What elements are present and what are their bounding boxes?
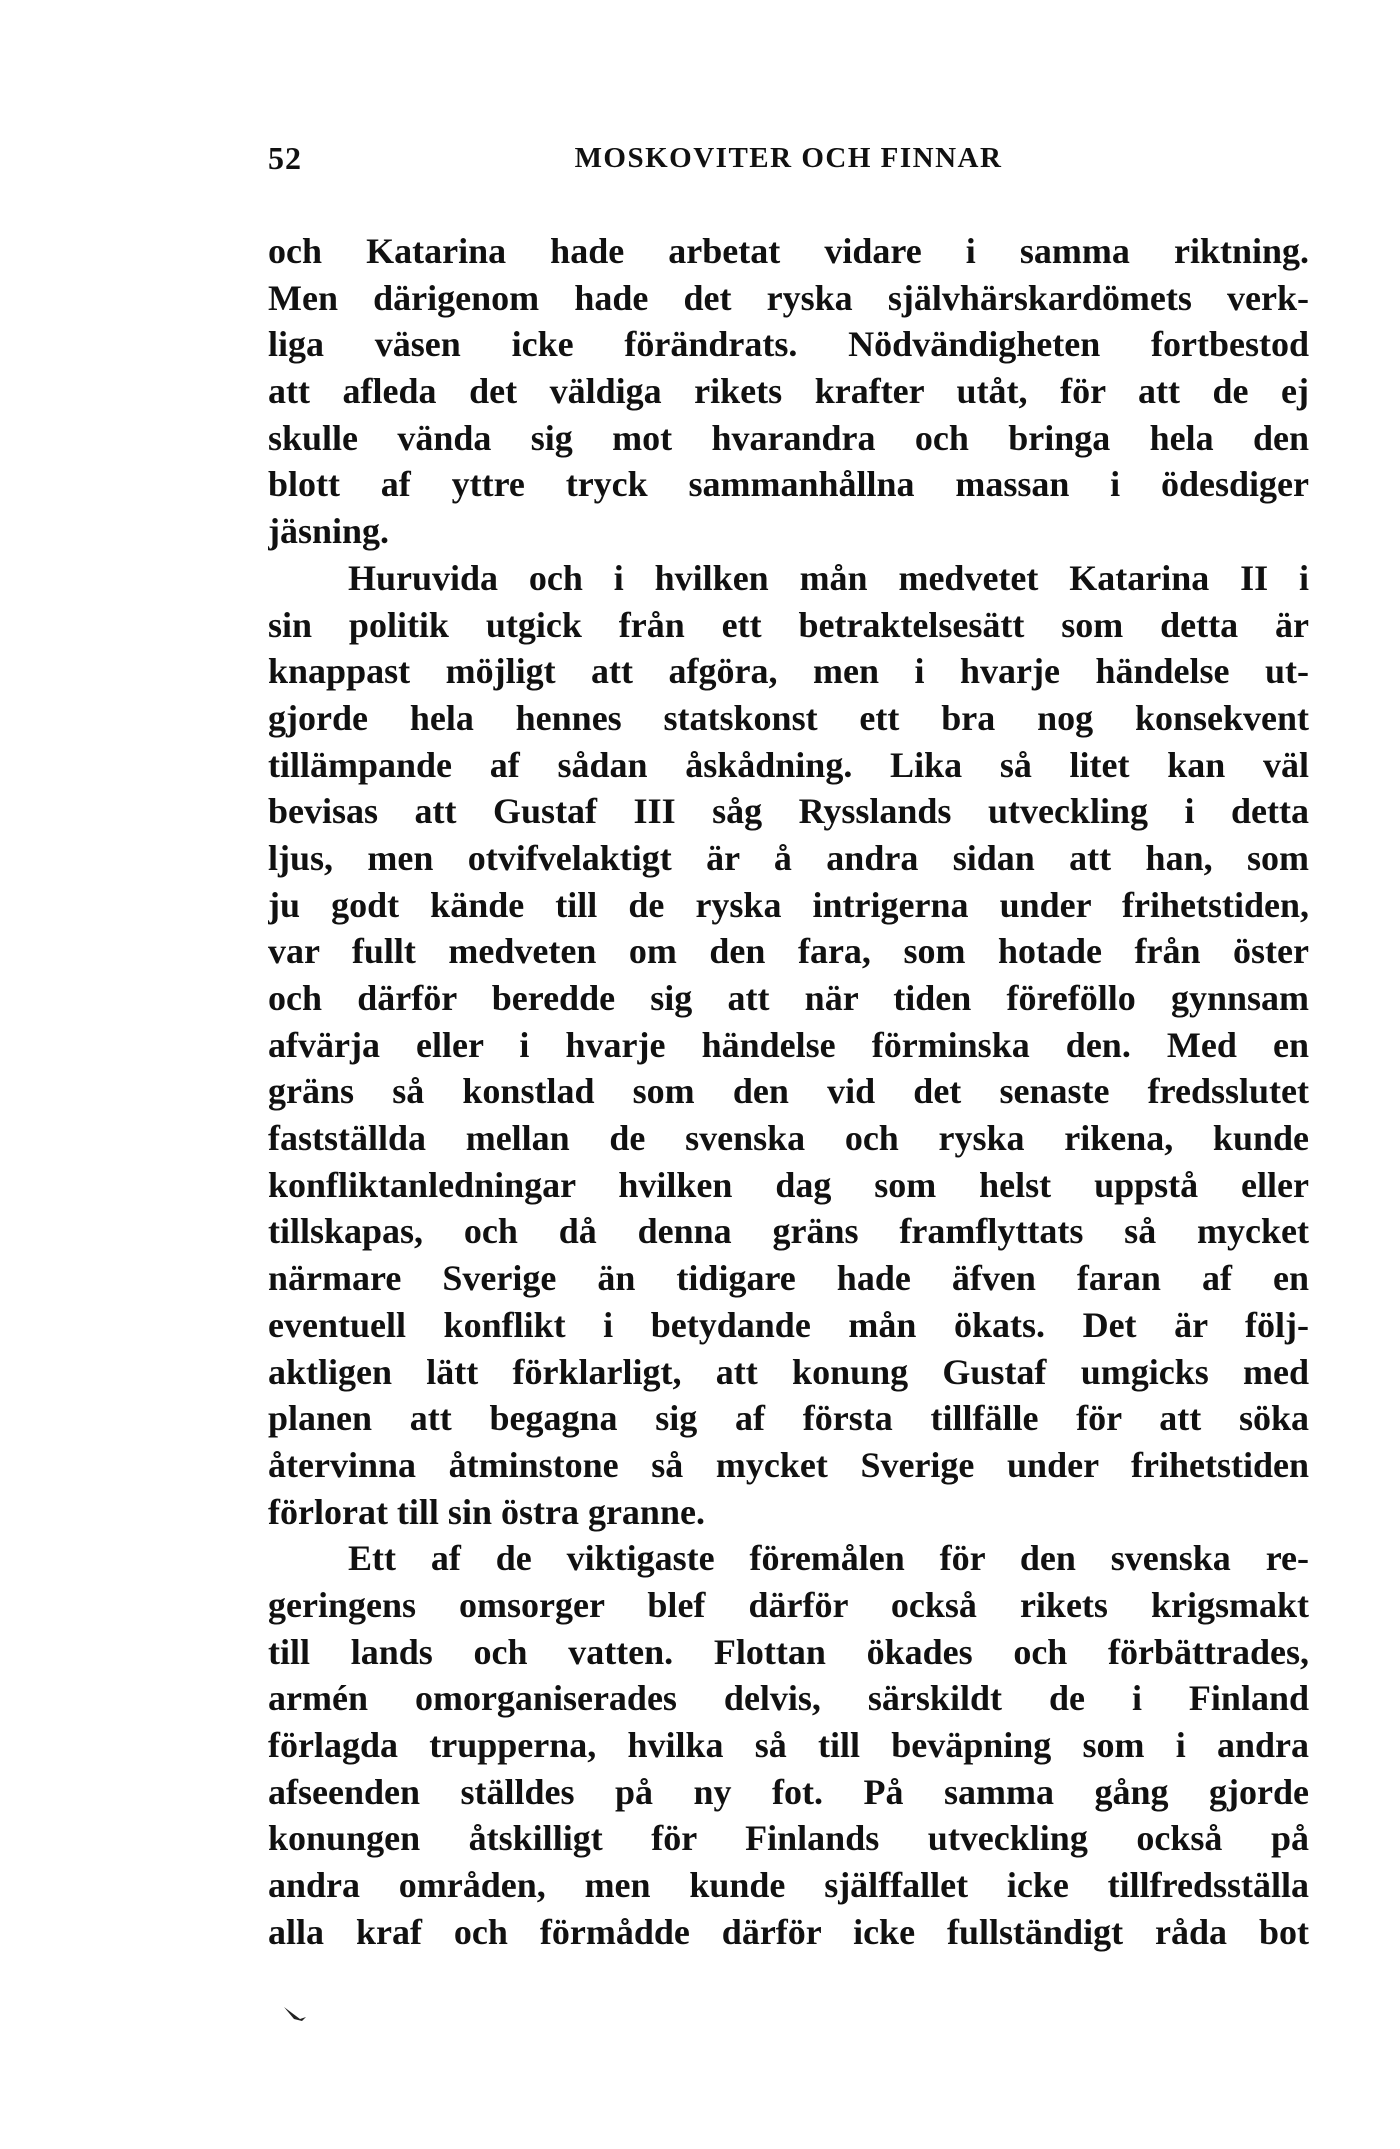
text-line: ljus, men otvifvelaktigt är å andra sidan att han, som [268,837,1309,878]
text-line: och därför beredde sig att när tiden föreföllo gynnsam [268,978,1309,1018]
text-line: återvinna åtminstone så mycket Sverige under frihetstiden [268,1444,1309,1485]
text-line: liga väsen icke förändrats. Nödvändigheten fortbestod [268,324,1309,365]
text-line: aktligen lätt förklarligt, att konung Gustaf umgicks med [268,1351,1309,1392]
text-line: Men därigenom hade det ryska självhärskardömets verk- [268,277,1309,318]
text-line: ju godt kände till de ryska intrigerna under frihetstiden, [268,884,1309,925]
text-line: närmare Sverige än tidigare hade äfven faran af en [268,1258,1309,1299]
text-line: tillämpande af sådan åskådning. Lika så litet kan väl [268,744,1309,785]
text-line: förlorat till sin östra granne. [268,1491,705,1532]
text-line: planen att begagna sig af första tillfälle för att söka [268,1398,1309,1439]
text-line: afvärja eller i hvarje händelse förminska den. Med en [268,1024,1309,1065]
text-line: var fullt medveten om den fara, som hotade från öster [268,931,1309,972]
text-line: och Katarina hade arbetat vidare i samma riktning. [268,231,1309,271]
text-line: gräns så konstlad som den vid det senaste fredsslutet [268,1071,1309,1112]
text-line: alla kraf och förmådde därför icke fullständigt råda bot [268,1911,1309,1952]
text-line: tillskapas, och då denna gräns framflyttats så mycket [268,1211,1309,1252]
text-line: afseenden ställdes på ny fot. På samma gång gjorde [268,1771,1309,1812]
text-line: jäsning. [268,511,390,552]
text-line: konungen åtskilligt för Finlands utveckling också på [268,1818,1309,1859]
text-line: till lands och vatten. Flottan ökades och förbättrades, [268,1631,1309,1672]
text-line: att afleda det väldiga rikets krafter utåt, för att de ej [268,371,1309,412]
text-line: fastställda mellan de svenska och ryska rikena, kunde [268,1118,1309,1159]
text-line: armén omorganiserades delvis, särskildt de i Finland [268,1678,1309,1719]
text-line: konfliktanledningar hvilken dag som helst uppstå eller [268,1164,1309,1205]
text-line: Huruvida och i hvilken mån medvetet Katarina II i [348,557,1309,598]
body-text [268,228,1309,1955]
text-line: gjorde hela hennes statskonst ett bra nog konsekvent [268,697,1309,738]
text-line: eventuell konflikt i betydande mån ökats. Det är följ- [268,1304,1309,1345]
text-line: knappast möjligt att afgöra, men i hvarje händelse ut- [268,651,1309,692]
text-line: Ett af de viktigaste föremålen för den svenska re- [348,1538,1309,1579]
text-line: sin politik utgick från ett betraktelsesätt som detta är [268,604,1309,645]
print-mark-icon [282,2005,308,2023]
page-header [268,140,1309,190]
text-line: andra områden, men kunde själffallet icke tillfredsställa [268,1865,1309,1906]
running-head: MOSKOVITER OCH FINNAR [574,142,1003,174]
text-line: skulle vända sig mot hvarandra och bringa hela den [268,417,1309,458]
text-line: bevisas att Gustaf III såg Rysslands utveckling i detta [268,791,1309,832]
text-line: blott af yttre tryck sammanhållna massan i ödesdiger [268,464,1309,505]
text-line: geringens omsorger blef därför också rikets krigsmakt [268,1584,1309,1625]
text-line: förlagda trupperna, hvilka så till beväpning som i andra [268,1725,1309,1765]
page-number: 52 [268,140,302,176]
